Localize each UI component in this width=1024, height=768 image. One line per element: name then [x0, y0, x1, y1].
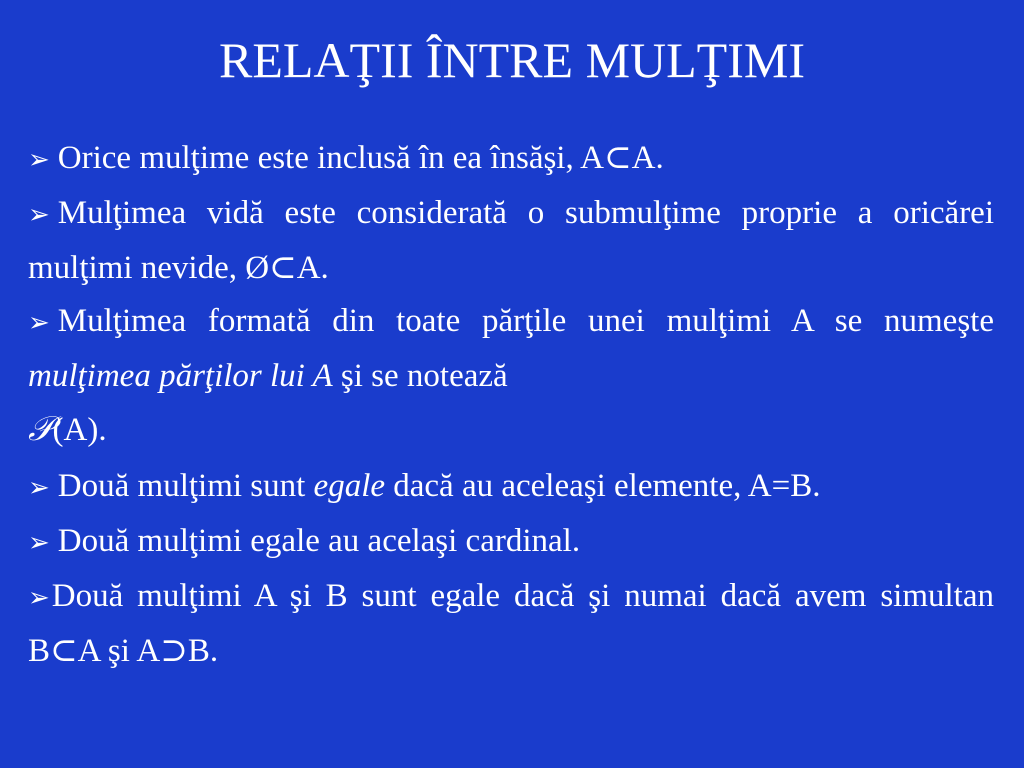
arrow-bullet-icon: ➢	[28, 473, 50, 503]
arrow-bullet-icon: ➢	[28, 145, 50, 175]
bullet-text: Două mulţimi sunt	[57, 468, 314, 504]
emphasis-text: egale	[313, 468, 386, 504]
bullet-text: Două mulţimi egale au acelaşi cardinal.	[57, 523, 581, 559]
power-set-symbol: 𝒫	[28, 411, 53, 448]
bullet-item	[28, 132, 994, 187]
bullet-list	[28, 132, 994, 678]
bullet-text: şi se notează	[332, 358, 508, 394]
bullet-item	[28, 187, 994, 295]
bullet-text: (A).	[52, 412, 107, 448]
bullet-item	[28, 460, 994, 515]
bullet-text: dacă au aceleaşi elemente, A=B.	[385, 468, 821, 504]
slide-title: RELAŢII ÎNTRE MULŢIMI	[219, 32, 805, 88]
emphasis-text: mulţimea părţilor lui A	[28, 358, 333, 394]
arrow-bullet-icon: ➢	[28, 583, 50, 613]
bullet-text: Orice mulţime este inclusă în ea însăşi, A⊂A.	[57, 140, 664, 176]
bullet-item	[28, 295, 994, 457]
bullet-item	[28, 570, 994, 678]
bullet-text: Mulţimea vidă este considerată o submulţime proprie a oricărei mulţimi nevide, Ø⊂A.	[28, 195, 994, 286]
arrow-bullet-icon: ➢	[28, 308, 50, 338]
arrow-bullet-icon: ➢	[28, 200, 50, 230]
bullet-text: Mulţimea formată din toate părţile unei mulţimi A se numeşte	[57, 303, 994, 339]
bullet-text: Două mulţimi A şi B sunt egale dacă şi numai dacă avem simultan B⊂A şi A⊃B.	[28, 578, 994, 669]
bullet-item	[28, 515, 994, 570]
arrow-bullet-icon: ➢	[28, 528, 50, 558]
